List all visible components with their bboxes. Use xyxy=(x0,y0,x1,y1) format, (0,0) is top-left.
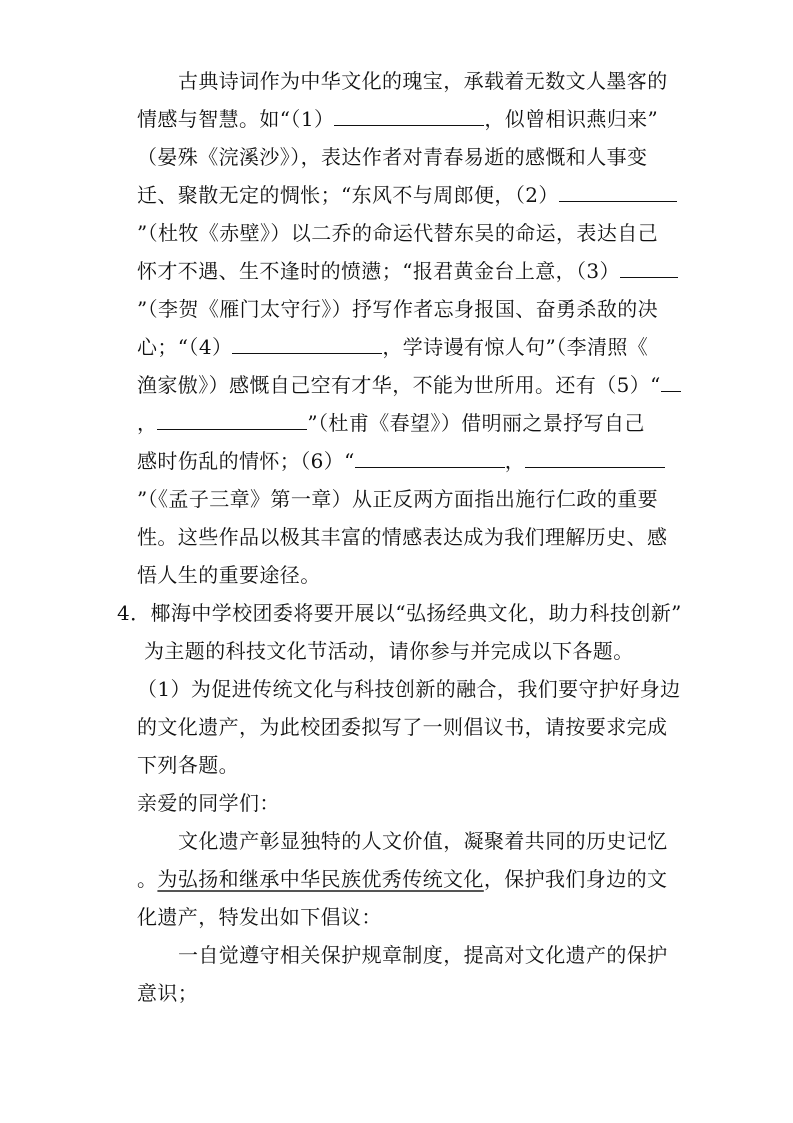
answer-blank-4[interactable] xyxy=(232,335,382,354)
text: ， xyxy=(504,449,526,473)
text: 为主题的科技文化节活动，请你参与并完成以下各题。 xyxy=(144,639,634,663)
text: ”（杜甫《春望》）借明丽之景抒写自己 xyxy=(307,411,645,435)
passage-line-8 xyxy=(137,334,648,360)
letter-paragraph-1-line-3 xyxy=(137,904,382,930)
text: 性。这些作品以极其丰富的情感表达成为我们理解历史、感 xyxy=(137,525,668,549)
passage-line-5 xyxy=(137,220,658,246)
text: 心；“（4） xyxy=(137,335,233,359)
text: 。 xyxy=(137,867,158,891)
text: ”（《孟子三章》第一章）从正反两方面指出施行仁政的重要 xyxy=(137,487,659,511)
text: ， xyxy=(137,411,158,435)
text: 一自觉遵守相关保护规章制度，提高对文化遗产的保护 xyxy=(178,943,668,967)
text: （1）为促进传统文化与科技创新的融合，我们要守护好身边 xyxy=(137,677,681,701)
passage-line-7 xyxy=(137,296,658,322)
text: ”（杜牧《赤壁》）以二乔的命运代替东吴的命运，表达自己 xyxy=(137,221,659,245)
text: ，似曾相识燕归来” xyxy=(484,107,659,131)
text: 古典诗词作为中华文化的瑰宝，承载着无数文人墨客的 xyxy=(178,69,668,93)
passage-line-10 xyxy=(137,410,645,436)
letter-paragraph-1-line-1 xyxy=(178,828,668,854)
text: 意识； xyxy=(137,981,199,1005)
passage-line-1 xyxy=(178,68,668,94)
passage-line-11 xyxy=(137,448,665,474)
text: 椰海中学校团委将要开展以“弘扬经典文化，助力科技创新” xyxy=(150,601,682,625)
subquestion-1-line-1 xyxy=(137,676,681,702)
question-4-line-2 xyxy=(144,638,634,664)
subquestion-1-line-2 xyxy=(137,714,667,740)
answer-blank-1[interactable] xyxy=(334,107,484,126)
text: 感时伤乱的情怀；（6）“ xyxy=(137,449,355,473)
text: ，学诗谩有惊人句”（李清照《 xyxy=(382,335,649,359)
text: （晏殊《浣溪沙》），表达作者对青春易逝的感慨和人事变 xyxy=(137,145,648,169)
question-number: 4． xyxy=(117,601,151,625)
letter-paragraph-2-line-1 xyxy=(178,942,668,968)
answer-blank-6a[interactable] xyxy=(355,449,505,468)
text: 的文化遗产，为此校团委拟写了一则倡议书，请按要求完成 xyxy=(137,715,668,739)
text: 渔家傲》）感慨自己空有才华，不能为世所用。还有（5）“ xyxy=(137,373,661,397)
passage-line-3 xyxy=(137,144,647,170)
answer-blank-6b[interactable] xyxy=(525,449,665,468)
answer-blank-3[interactable] xyxy=(620,259,678,278)
passage-line-13 xyxy=(137,524,667,550)
text: ，保护我们身边的文 xyxy=(483,867,668,891)
passage-line-9 xyxy=(137,372,681,398)
subquestion-1-line-3 xyxy=(137,752,239,778)
text: ”（李贺《雁门太守行》）抒写作者忘身报国、奋勇杀敌的决 xyxy=(137,297,659,321)
answer-blank-5b[interactable] xyxy=(157,411,307,430)
text: 迁、聚散无定的惆怅；“东风不与周郎便，（2） xyxy=(137,183,559,207)
answer-blank-5a[interactable] xyxy=(661,373,681,392)
letter-greeting xyxy=(137,790,280,816)
text: 情感与智慧。如“（1） xyxy=(137,107,335,131)
text: 文化遗产彰显独特的人文价值，凝聚着共同的历史记忆 xyxy=(178,829,668,853)
passage-line-12 xyxy=(137,486,658,512)
text: 悟人生的重要途径。 xyxy=(137,563,321,587)
underlined-sentence: 为弘扬和继承中华民族优秀传统文化 xyxy=(157,867,484,891)
letter-paragraph-1-line-2 xyxy=(137,866,667,892)
passage-line-6 xyxy=(137,258,678,284)
passage-line-14 xyxy=(137,562,321,588)
text: 化遗产，特发出如下倡议： xyxy=(137,905,382,929)
passage-line-4 xyxy=(137,182,677,208)
text: 亲爱的同学们： xyxy=(137,791,280,815)
answer-blank-2[interactable] xyxy=(559,183,677,202)
question-4-line-1 xyxy=(117,600,682,626)
text: 下列各题。 xyxy=(137,753,239,777)
text: 怀才不遇、生不逢时的愤懑；“报君黄金台上意，（3） xyxy=(137,259,620,283)
letter-paragraph-2-line-2 xyxy=(137,980,198,1006)
passage-line-2 xyxy=(137,106,658,132)
